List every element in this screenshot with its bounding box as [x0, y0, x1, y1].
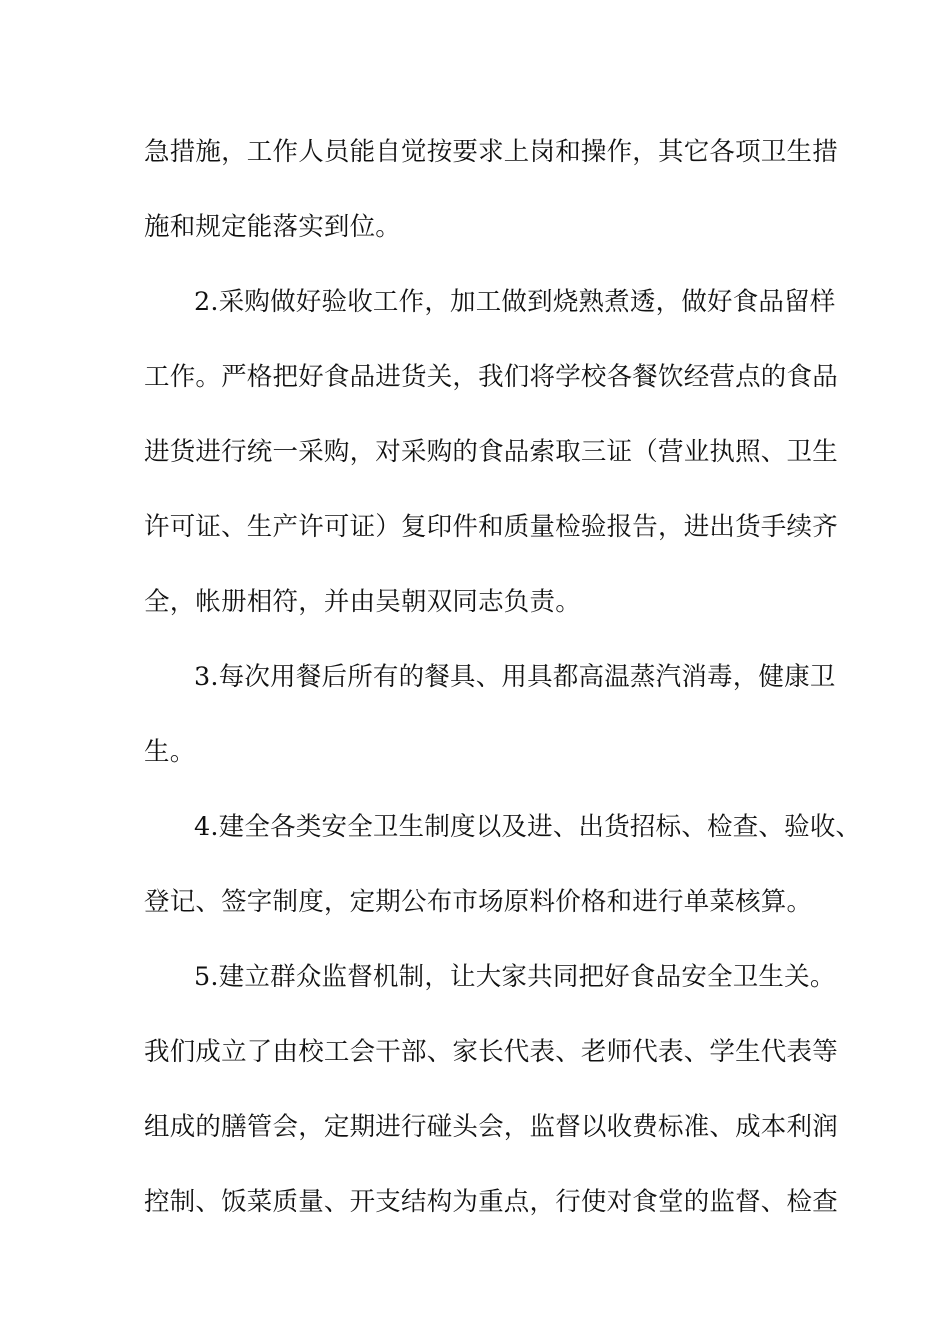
paragraph-start-line: 2.采购做好验收工作，加工做到烧熟煮透，做好食品留样 — [194, 287, 836, 317]
text-line: 控制、饭菜质量、开支结构为重点，行使对食堂的监督、检查 — [144, 1187, 838, 1217]
text-line: 登记、签字制度，定期公布市场原料价格和进行单菜核算。 — [144, 887, 813, 917]
text-line: 组成的膳管会，定期进行碰头会，监督以收费标准、成本利润 — [144, 1112, 838, 1142]
text-line: 生。 — [144, 737, 196, 767]
text-line: 急措施，工作人员能自觉按要求上岗和操作，其它各项卫生措 — [144, 137, 838, 167]
paragraph-start-line: 3.每次用餐后所有的餐具、用具都高温蒸汽消毒，健康卫 — [194, 662, 836, 692]
text-line: 许可证、生产许可证）复印件和质量检验报告，进出货手续齐 — [144, 512, 838, 542]
text-line: 我们成立了由校工会干部、家长代表、老师代表、学生代表等 — [144, 1037, 838, 1067]
text-line: 施和规定能落实到位。 — [144, 212, 402, 242]
paragraph-start-line: 4.建全各类安全卫生制度以及进、出货招标、检查、验收、 — [194, 812, 862, 842]
text-line: 全，帐册相符，并由吴朝双同志负责。 — [144, 587, 581, 617]
text-line: 工作。严格把好食品进货关，我们将学校各餐饮经营点的食品 — [144, 362, 838, 392]
text-line: 进货进行统一采购，对采购的食品索取三证（营业执照、卫生 — [144, 437, 838, 467]
paragraph-start-line: 5.建立群众监督机制，让大家共同把好食品安全卫生关。 — [194, 962, 836, 992]
